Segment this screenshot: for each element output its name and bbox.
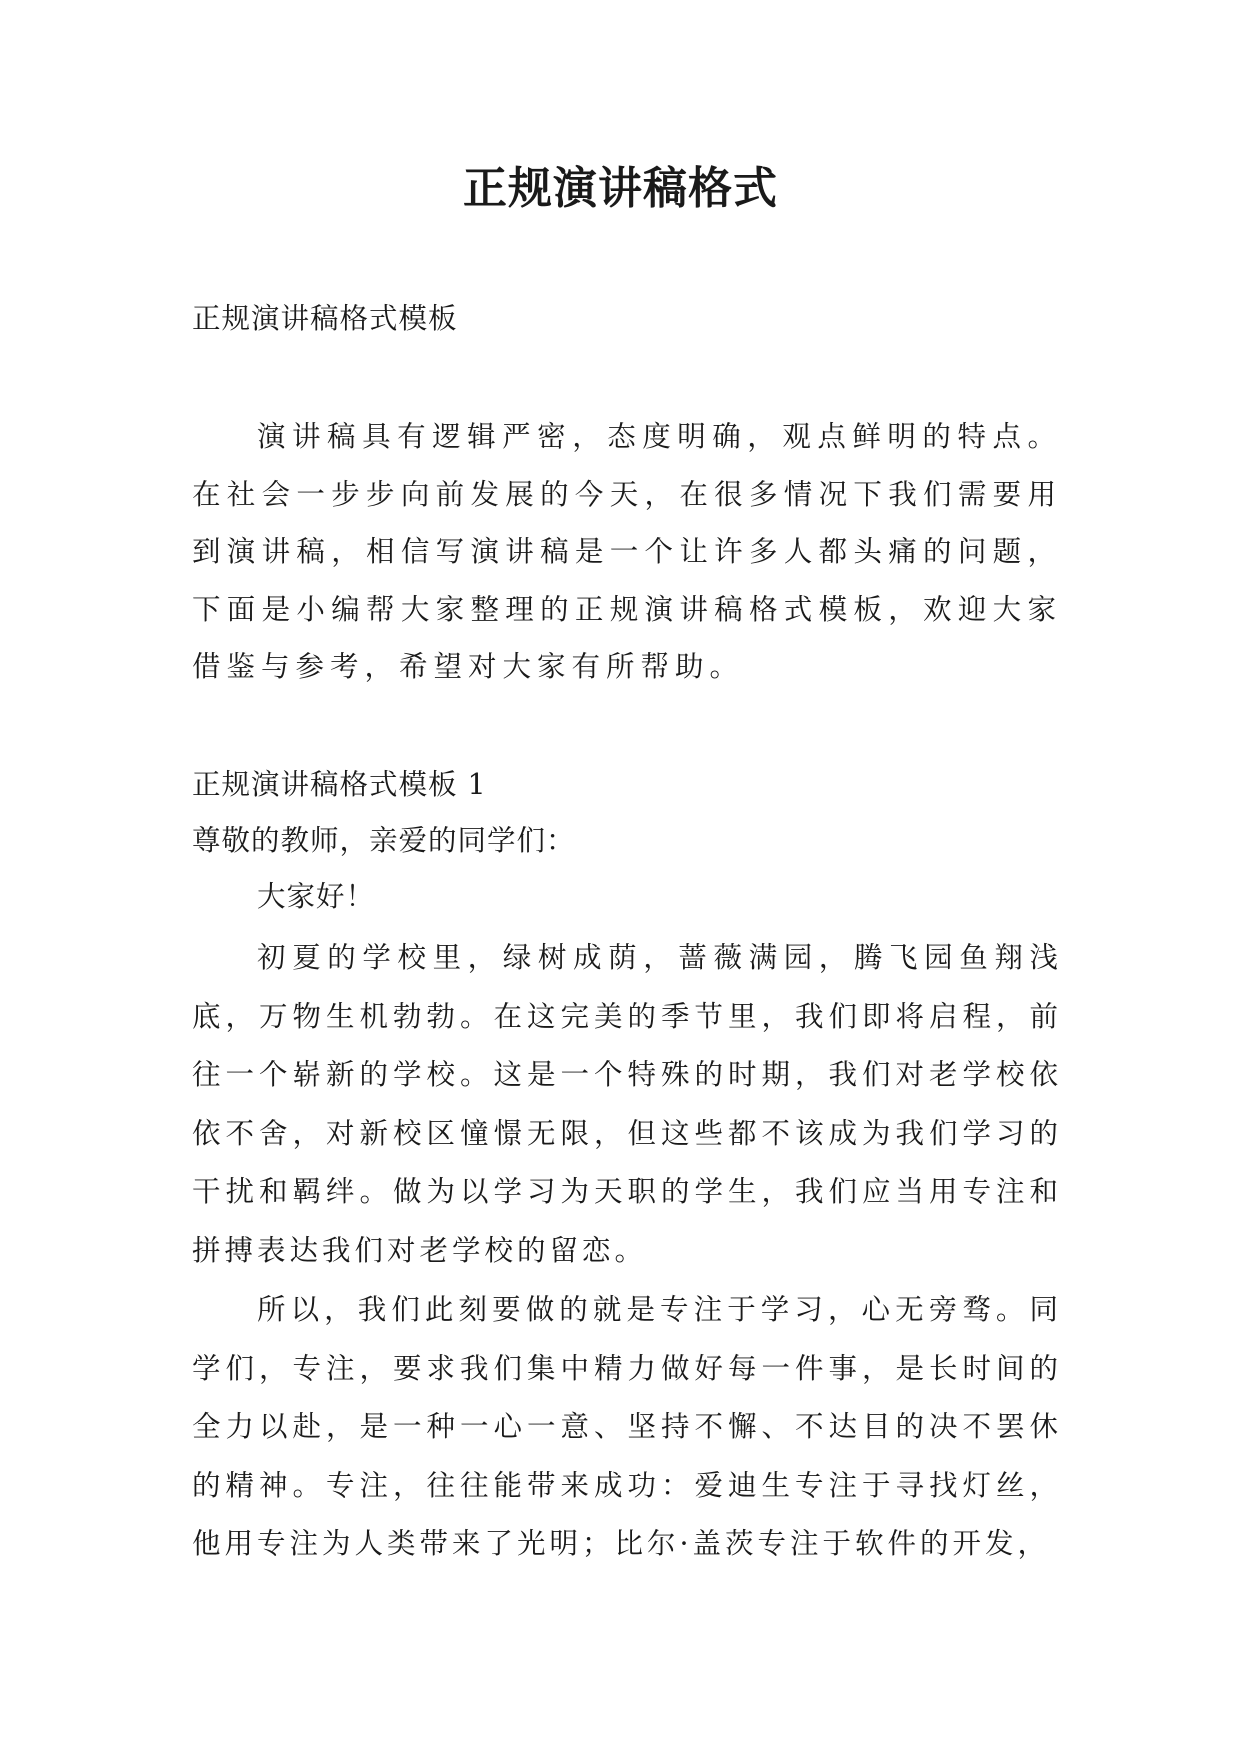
body-paragraph-2: 所以，我们此刻要做的就是专注于学习，心无旁骛。同学们，专注，要求我们集中精力做好每一件事，是长时间的全力以赴，是一种一心一意、坚持不懈、不达目的决不罢休的精神。专注，往往能带来成功：爱迪生专注于寻找灯丝，他用专注为人类带来了光明；比尔·盖茨专注于软件的开发， [192, 1293, 1062, 1560]
salutation: 尊敬的教师，亲爱的同学们： [192, 824, 576, 857]
intro-paragraph: 演讲稿具有逻辑严密，态度明确，观点鲜明的特点。在社会一步步向前发展的今天，在很多情况下我们需要用到演讲稿，相信写演讲稿是一个让许多人都头痛的问题，下面是小编帮大家整理的正规演讲稿格式模板，欢迎大家借鉴与参考，希望对大家有所帮助。 [192, 420, 1062, 683]
template-heading: 正规演讲稿格式模板 1 [192, 768, 487, 801]
document-title: 正规演讲稿格式 [463, 163, 778, 214]
greeting: 大家好！ [257, 880, 376, 913]
body-paragraph-1: 初夏的学校里，绿树成荫，蔷薇满园，腾飞园鱼翔浅底，万物生机勃勃。在这完美的季节里，我们即将启程，前往一个崭新的学校。这是一个特殊的时期，我们对老学校依依不舍，对新校区憧憬无限，但这些都不该成为我们学习的干扰和羁绊。做为以学习为天职的学生，我们应当用专注和拼搏表达我们对老学校的留恋。 [192, 941, 1062, 1267]
document-subtitle: 正规演讲稿格式模板 [192, 302, 458, 335]
